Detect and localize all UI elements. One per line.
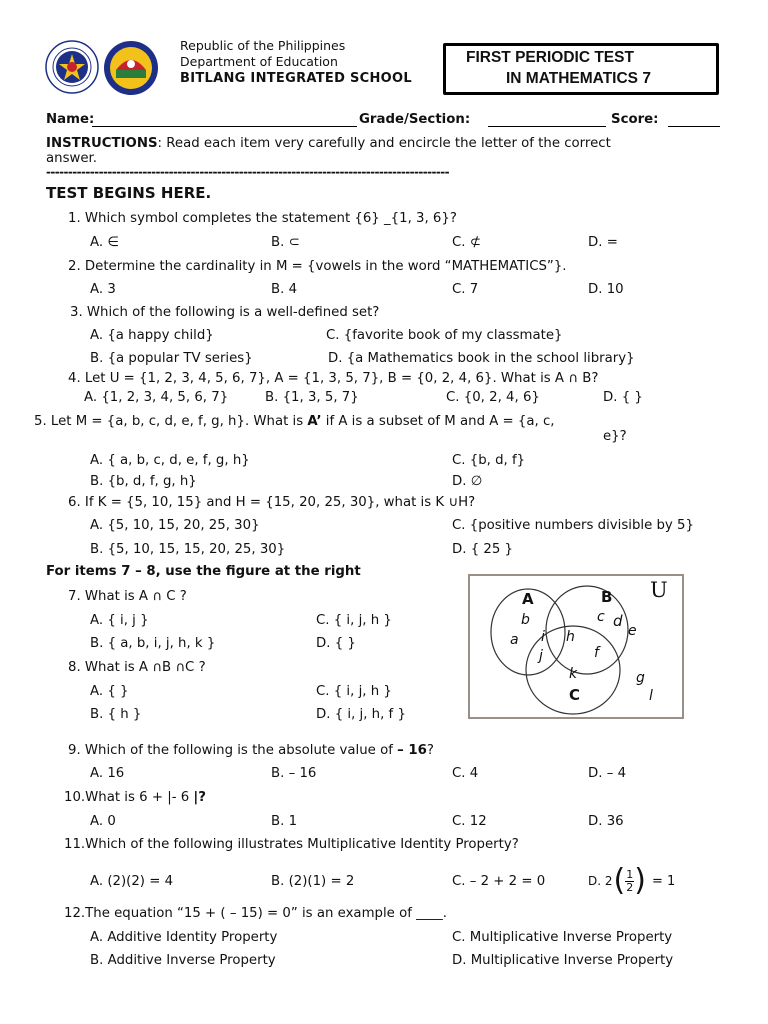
q11-option-b[interactable]: B. (2)(1) = 2	[271, 874, 355, 889]
q6-option-a[interactable]: A. {5, 10, 15, 20, 25, 30}	[90, 518, 260, 533]
q9-option-c[interactable]: C. 4	[452, 766, 479, 781]
question-9	[68, 743, 434, 758]
q10-stem-part2: |?	[193, 790, 206, 805]
q10-option-b[interactable]: B. 1	[271, 814, 298, 829]
q8-option-c[interactable]: C. { i, j, h }	[316, 684, 392, 699]
q10-option-d[interactable]: D. 36	[588, 814, 624, 829]
q2-option-a[interactable]: A. 3	[90, 282, 116, 297]
venn-element-g: g	[636, 670, 645, 686]
q10-stem-part1: 10.What is 6 + |- 6	[64, 790, 194, 805]
test-begins-heading: TEST BEGINS HERE.	[46, 184, 212, 202]
test-title-box	[443, 43, 719, 95]
venn-element-d: d	[613, 612, 623, 630]
header-republic: Republic of the Philippines	[180, 38, 346, 53]
deped-seal-logo	[45, 40, 99, 94]
instructions-text-cont: answer.	[46, 151, 98, 166]
q1-option-b[interactable]: B. ⊂	[271, 235, 300, 250]
items-7-8-heading: For items 7 – 8, use the figure at the right	[46, 564, 361, 579]
question-5	[34, 414, 555, 429]
q6-option-c[interactable]: C. {positive numbers divisible by 5}	[452, 518, 694, 533]
q12-option-b[interactable]: B. Additive Inverse Property	[90, 953, 276, 968]
venn-set-b-label: B	[601, 588, 613, 606]
venn-element-e: e	[628, 623, 637, 639]
venn-element-a: a	[510, 632, 519, 648]
venn-element-b: b	[521, 612, 530, 628]
q8-option-a[interactable]: A. { }	[90, 684, 129, 699]
question-2: 2. Determine the cardinality in M = {vowels in the word “MATHEMATICS”}.	[68, 259, 567, 274]
question-1: 1. Which symbol completes the statement {6} _{1, 3, 6}?	[68, 211, 457, 226]
question-10	[64, 790, 206, 805]
header-department: Department of Education	[180, 54, 338, 69]
name-blank[interactable]	[92, 112, 357, 127]
q11-option-a[interactable]: A. (2)(2) = 4	[90, 874, 174, 889]
instructions-text: : Read each item very carefully and encircle the letter of the correct	[157, 136, 611, 151]
q3-option-d[interactable]: D. {a Mathematics book in the school library}	[328, 351, 635, 366]
q1-option-c[interactable]: C. ⊄	[452, 235, 481, 250]
q5-stem-part2: if A is a subset of M and A = {a, c,	[321, 414, 555, 429]
question-4: 4. Let U = {1, 2, 3, 4, 5, 6, 7}, A = {1, 3, 5, 7}, B = {0, 2, 4, 6}. What is A ∩ B?	[68, 371, 599, 386]
q5-option-a[interactable]: A. { a, b, c, d, e, f, g, h}	[90, 453, 250, 468]
q10-option-a[interactable]: A. 0	[90, 814, 116, 829]
venn-universal-label: U	[650, 578, 668, 602]
q4-option-c[interactable]: C. {0, 2, 4, 6}	[446, 390, 540, 405]
q11-d-numerator: 1	[626, 867, 634, 881]
q9-stem-part1: 9. Which of the following is the absolute value of	[68, 743, 398, 758]
name-label: Name:	[46, 112, 95, 127]
q12-option-a[interactable]: A. Additive Identity Property	[90, 930, 278, 945]
q12-option-c[interactable]: C. Multiplicative Inverse Property	[452, 930, 673, 945]
q6-option-d[interactable]: D. { 25 }	[452, 542, 513, 557]
venn-element-c: c	[597, 609, 605, 625]
q6-option-b[interactable]: B. {5, 10, 15, 15, 20, 25, 30}	[90, 542, 286, 557]
q4-option-d[interactable]: D. { }	[603, 390, 643, 405]
q9-option-b[interactable]: B. – 16	[271, 766, 317, 781]
instructions-label: INSTRUCTIONS	[46, 136, 158, 151]
q2-option-c[interactable]: C. 7	[452, 282, 479, 297]
q9-option-d[interactable]: D. – 4	[588, 766, 627, 781]
division-seal-logo	[103, 40, 159, 96]
q11-d-prefix: D. 2	[588, 874, 613, 888]
test-title-line1: FIRST PERIODIC TEST	[466, 49, 634, 66]
q5-option-d[interactable]: D. ∅	[452, 474, 483, 489]
venn-set-a-label: A	[522, 590, 534, 608]
divider-line: --------------------------------------------------------------------------------------------	[46, 165, 450, 179]
q3-option-b[interactable]: B. {a popular TV series}	[90, 351, 253, 366]
q9-option-a[interactable]: A. 16	[90, 766, 125, 781]
q1-option-d[interactable]: D. =	[588, 235, 618, 250]
q2-option-b[interactable]: B. 4	[271, 282, 298, 297]
q5-option-c[interactable]: C. {b, d, f}	[452, 453, 526, 468]
q12-option-d[interactable]: D. Multiplicative Inverse Property	[452, 953, 674, 968]
q7-option-c[interactable]: C. { i, j, h }	[316, 613, 392, 628]
q11-d-paren-close: )	[634, 863, 646, 898]
grade-section-blank[interactable]	[488, 112, 606, 127]
venn-element-h: h	[566, 629, 575, 645]
venn-element-l: l	[649, 688, 653, 704]
q5-stem-complement: A’	[307, 414, 322, 429]
q3-option-c[interactable]: C. {favorite book of my classmate}	[326, 328, 563, 343]
q11-d-suffix: = 1	[651, 873, 676, 889]
header-school-name: BITLANG INTEGRATED SCHOOL	[180, 71, 412, 86]
question-6: 6. If K = {5, 10, 15} and H = {15, 20, 25, 30}, what is K ∪H?	[68, 495, 476, 510]
q8-option-d[interactable]: D. { i, j, h, f }	[316, 707, 406, 722]
q11-d-denominator: 2	[626, 880, 634, 894]
grade-section-label: Grade/Section:	[359, 112, 471, 127]
q7-option-b[interactable]: B. { a, b, i, j, h, k }	[90, 636, 216, 651]
q1-option-a[interactable]: A. ∈	[90, 235, 119, 250]
question-3: 3. Which of the following is a well-defined set?	[70, 305, 380, 320]
score-blank[interactable]	[668, 112, 720, 127]
q9-stem-part2: ?	[426, 743, 434, 758]
venn-element-k: k	[569, 666, 578, 682]
venn-element-i: i	[541, 629, 545, 645]
test-title-line2: IN MATHEMATICS 7	[506, 70, 651, 87]
q9-stem-value: – 16	[397, 743, 427, 758]
question-7: 7. What is A ∩ C ?	[68, 589, 187, 604]
q11-d-paren-open: (	[613, 863, 626, 898]
q7-option-d[interactable]: D. { }	[316, 636, 356, 651]
q5-stem-part1: 5. Let M = {a, b, c, d, e, f, g, h}. What is	[34, 414, 308, 429]
q4-option-a[interactable]: A. {1, 2, 3, 4, 5, 6, 7}	[84, 390, 229, 405]
question-12: 12.The equation “15 + ( – 15) = 0” is an example of ____.	[64, 906, 447, 921]
q5-stem-cont: e}?	[603, 429, 627, 444]
q11-option-d[interactable]	[588, 862, 675, 900]
venn-element-f: f	[594, 645, 599, 661]
q2-option-d[interactable]: D. 10	[588, 282, 624, 297]
score-label: Score:	[611, 112, 659, 127]
question-11: 11.Which of the following illustrates Multiplicative Identity Property?	[64, 837, 519, 852]
venn-element-j: j	[539, 648, 543, 664]
q11-option-c[interactable]: C. – 2 + 2 = 0	[452, 874, 546, 889]
q8-option-b[interactable]: B. { h }	[90, 707, 142, 722]
venn-diagram-figure	[468, 574, 684, 719]
q10-option-c[interactable]: C. 12	[452, 814, 487, 829]
instructions	[46, 136, 611, 151]
venn-set-c-label: C	[569, 686, 581, 704]
q4-option-b[interactable]: B. {1, 3, 5, 7}	[265, 390, 359, 405]
q5-option-b[interactable]: B. {b, d, f, g, h}	[90, 474, 197, 489]
q7-option-a[interactable]: A. { i, j }	[90, 613, 149, 628]
q3-option-a[interactable]: A. {a happy child}	[90, 328, 214, 343]
q11-d-fraction	[625, 869, 634, 894]
question-8: 8. What is A ∩B ∩C ?	[68, 660, 206, 675]
